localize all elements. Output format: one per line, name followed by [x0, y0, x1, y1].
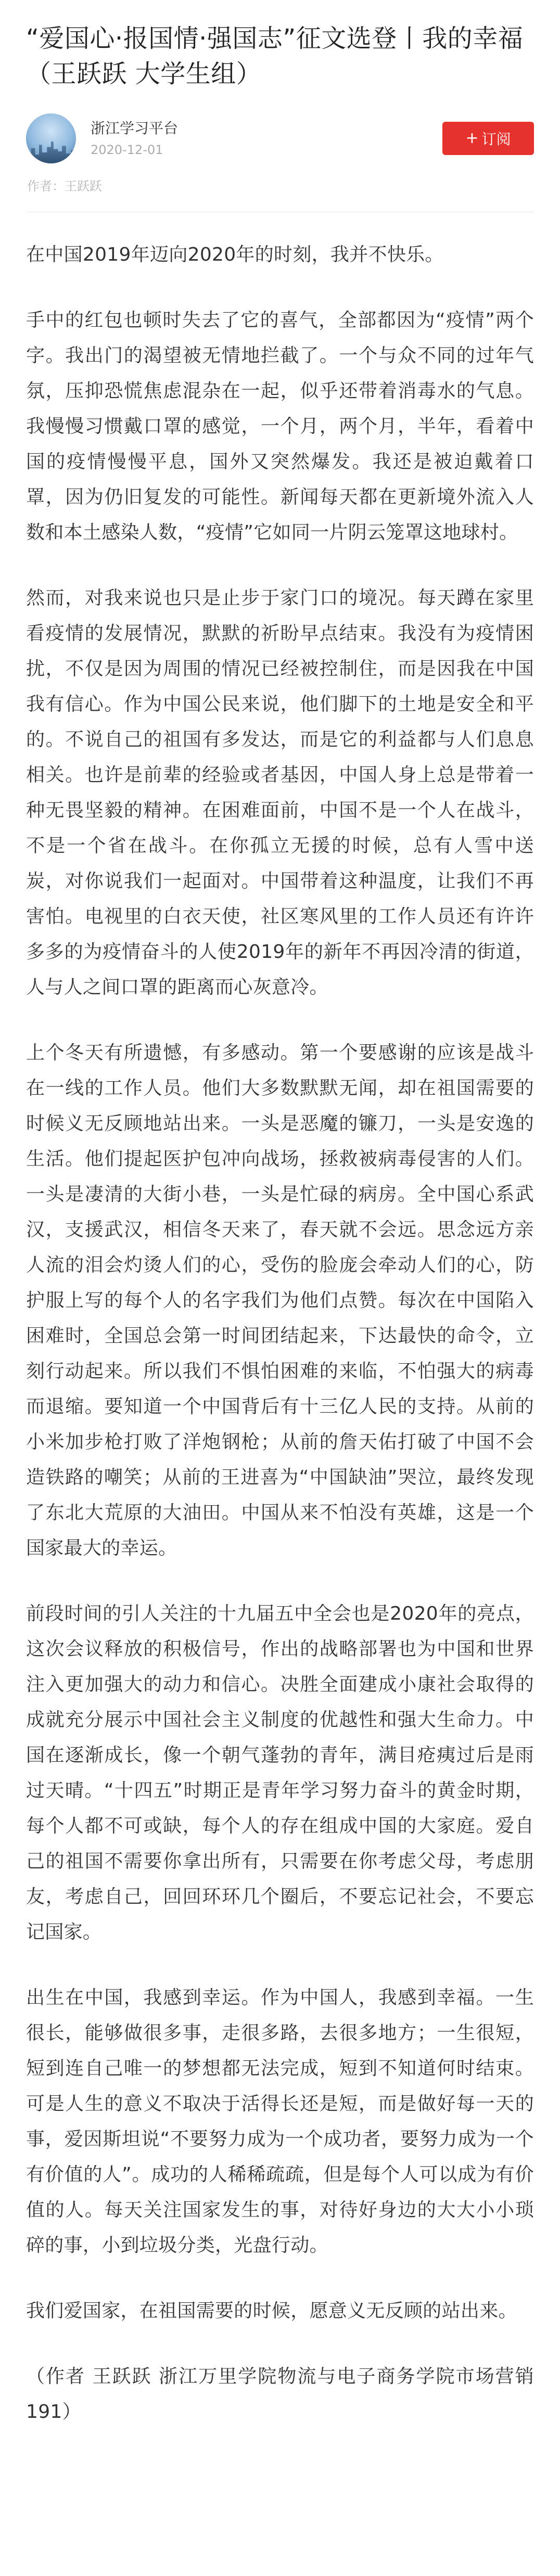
article-body [26, 237, 534, 2430]
article-title: “爱国心·报国情·强国志”征文选登丨我的幸福（王跃跃 大学生组） [26, 24, 524, 88]
plus-icon: + [465, 129, 479, 147]
source-avatar[interactable] [26, 113, 76, 163]
author-line: 作者：王跃跃 [26, 176, 534, 212]
source-name[interactable]: 浙江学习平台 [91, 120, 179, 137]
subscribe-label: 订阅 [481, 131, 511, 148]
author-credit: （作者 王跃跃 浙江万里学院物流与电子商务学院市场营销191） [26, 2366, 534, 2423]
paragraph: 前段时间的引人关注的十九届五中全会也是2020年的亮点，这次会议释放的积极信号，作出的战略部署也为中国和世界注入更加强大的动力和信心。决胜全面建成小康社会取得的成就充分展示中国社会主义制度的优越性和强大生命力。中国在逐渐成长，像一个朝气蓬勃的青年，满目疮痍过后是雨过天晴。“十四五”时期正是青年学习努力奋斗的黄金时期，每个人都不可或缺，每个人的存在组成中国的大家庭。爱自己的祖国不需要你拿出所有，只需要在你考虑父母，考虑朋友，考虑自己，回回环环几个圈后，不要忘记社会，不要忘记国家。 [26, 1603, 534, 1943]
source-info [91, 118, 442, 159]
paragraph: 我们爱国家，在祖国需要的时候，愿意义无反顾的站出来。 [26, 2300, 517, 2322]
paragraph: 在中国2019年迈向2020年的时刻，我并不快乐。 [26, 244, 444, 265]
paragraph: 然而，对我来说也只是止步于家门口的境况。每天蹲在家里看疫情的发展情况，默默的祈盼早点结束。我没有为疫情困扰，不仅是因为周围的情况已经被控制住，而是因我在中国我有信心。作为中国公民来说，他们脚下的土地是安全和平的。不说自己的祖国有多发达，而是它的利益都与人们息息相关。也许是前辈的经验或者基因，中国人身上总是带着一种无畏坚毅的精神。在困难面前，中国不是一个人在战斗，不是一个省在战斗。在你孤立无援的时候，总有人雪中送炭，对你说我们一起面对。中国带着这种温度，让我们不再害怕。电视里的白衣天使，社区寒风里的工作人员还有许许多多的为疫情奋斗的人使2019年的新年不再因冷清的街道，人与人之间口罩的距离而心灰意冷。 [26, 587, 534, 998]
skyline-icon [26, 142, 76, 163]
paragraph: 手中的红包也顿时失去了它的喜气，全部都因为“疫情”两个字。我出门的渴望被无情地拦截了。一个与众不同的过年气氛，压抑恐慌焦虑混杂在一起，似乎还带着消毒水的气息。我慢慢习惯戴口罩的感觉，一个月，两个月，半年，看着中国的疫情慢慢平息，国外又突然爆发。我还是被迫戴着口罩，因为仍旧复发的可能性。新闻每天都在更新境外流入人数和本土感染人数，“疫情”它如同一片阴云笼罩这地球村。 [26, 310, 534, 543]
source-row [26, 112, 534, 164]
publish-date: 2020-12-01 [91, 143, 163, 157]
paragraph: 上个冬天有所遗憾，有多感动。第一个要感谢的应该是战斗在一线的工作人员。他们大多数默默无闻，却在祖国需要的时候义无反顾地站出来。一头是恶魔的镰刀，一头是安逸的生活。他们提起医护包冲向战场，拯救被病毒侵害的人们。一头是凄清的大街小巷，一头是忙碌的病房。全中国心系武汉，支援武汉，相信冬天来了，春天就不会远。思念远方亲人流的泪会灼烫人们的心，受伤的脸庞会牵动人们的心，防护服上写的每个人的名字我们为他们点赞。每次在中国陷入困难时，全国总会第一时间团结起来，下达最快的命令，立刻行动起来。所以我们不惧怕困难的来临，不怕强大的病毒而退缩。要知道一个中国背后有十三亿人民的支持。从前的小米加步枪打败了洋炮钢枪；从前的詹天佑打破了中国不会造铁路的嘲笑；从前的王进喜为“中国缺油”哭泣，最终发现了东北大荒原的大油田。中国从来不怕没有英雄，这是一个国家最大的幸运。 [26, 1042, 534, 1559]
paragraph: 出生在中国，我感到幸运。作为中国人，我感到幸福。一生很长，能够做很多事，走很多路，去很多地方；一生很短，短到连自己唯一的梦想都无法完成，短到不知道何时结束。可是人生的意义不取决于活得长还是短，而是做好每一天的事，爱因斯坦说“不要努力成为一个成功者，要努力成为一个有价值的人”。成功的人稀稀疏疏，但是每个人可以成为有价值的人。每天关注国家发生的事，对待好身边的大大小小琐碎的事，小到垃圾分类，光盘行动。 [26, 1987, 534, 2256]
subscribe-button[interactable] [442, 122, 534, 155]
